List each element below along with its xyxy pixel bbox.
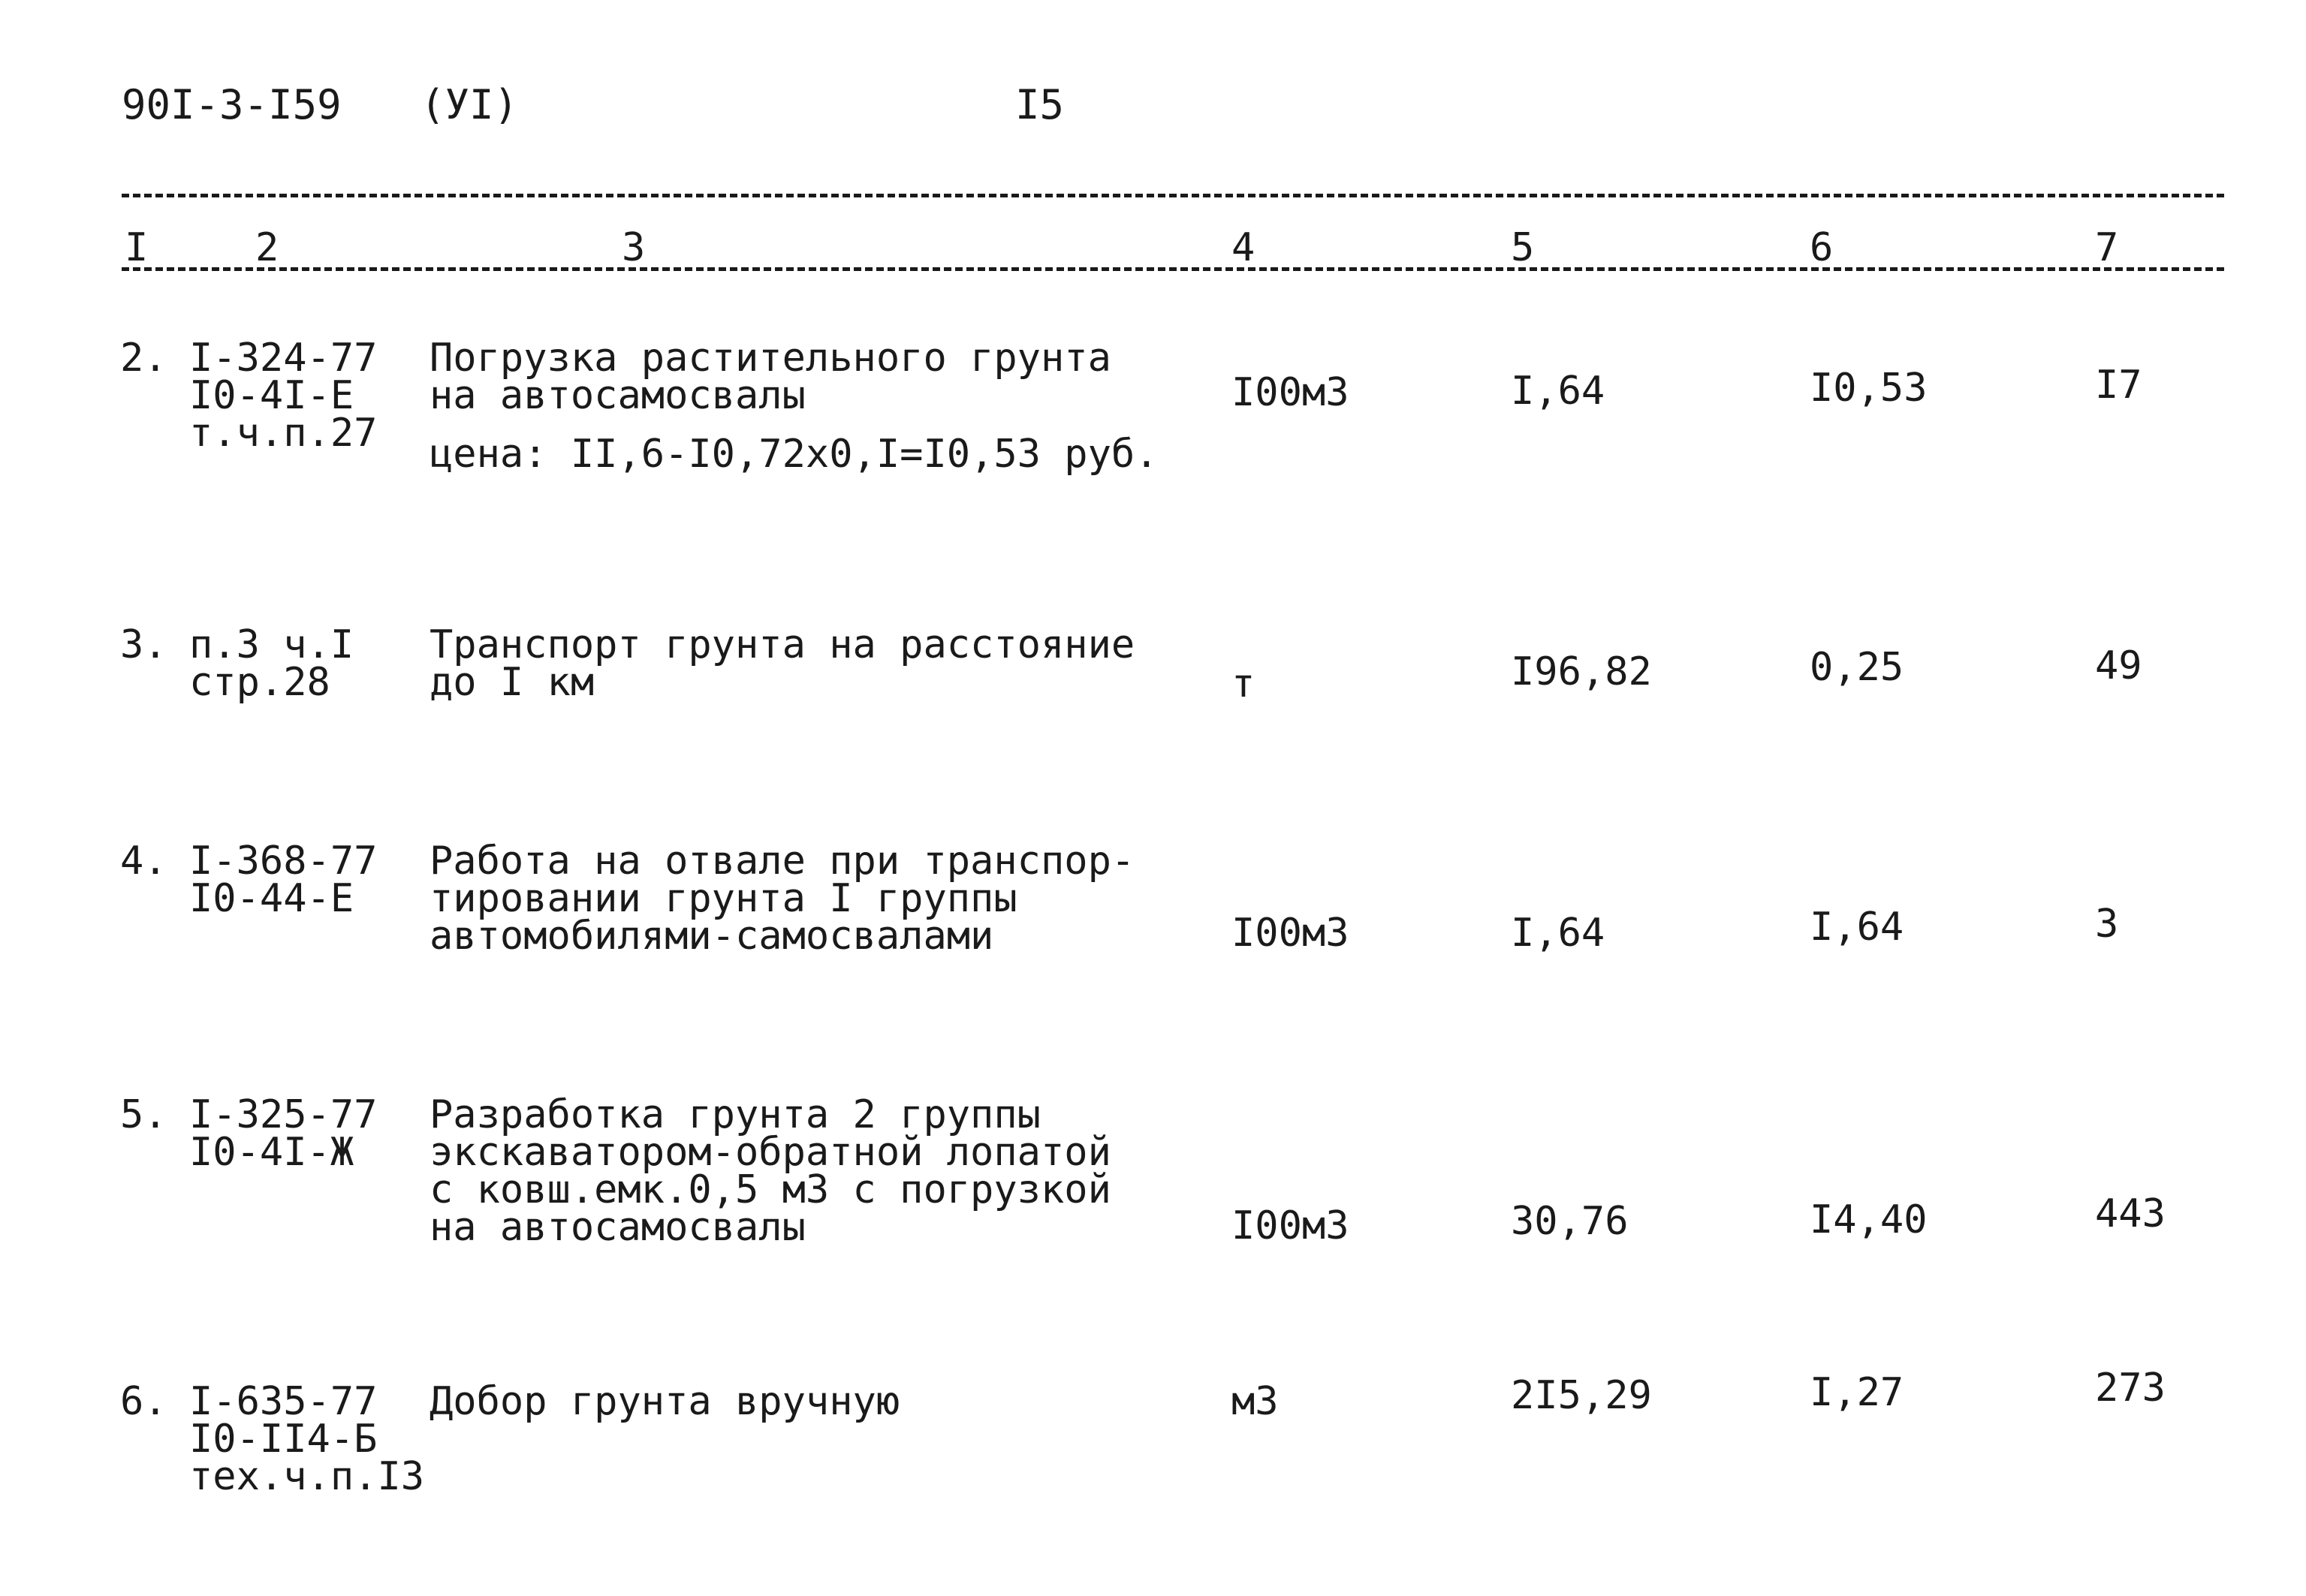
price-note: цена: II,6-I0,72х0,I=I0,53 руб. xyxy=(430,432,1159,477)
doc-code: 90I-3-I59 xyxy=(122,81,342,128)
row-codes xyxy=(189,839,378,921)
description-line: Погрузка растительного грунта xyxy=(430,336,1111,381)
code-line: п.3 ч.I xyxy=(189,622,354,667)
column-number: 2 xyxy=(255,225,279,270)
description-line: Транспорт грунта на расстояние xyxy=(430,622,1135,667)
row-codes xyxy=(189,622,354,705)
description-line: автомобилями-самосвалами xyxy=(430,914,994,959)
description-line: на автосамосвалы xyxy=(430,1205,806,1250)
row-codes xyxy=(189,336,378,456)
description-line: Разработка грунта 2 группы xyxy=(430,1092,1041,1137)
row-number: 3. xyxy=(120,622,167,667)
row-quantity: 30,76 xyxy=(1511,1199,1629,1244)
row-quantity: I,64 xyxy=(1511,911,1605,956)
code-line: тех.ч.п.I3 xyxy=(189,1454,425,1499)
row-number: 2. xyxy=(120,336,167,381)
row-unit: I00м3 xyxy=(1231,911,1349,956)
row-description xyxy=(430,1379,900,1424)
code-line: I-325-77 xyxy=(189,1092,378,1137)
column-number: 7 xyxy=(2095,225,2119,270)
code-line: I-368-77 xyxy=(189,839,378,884)
page-number: I5 xyxy=(1015,81,1065,128)
section-label: (УI) xyxy=(421,81,519,128)
row-total: 273 xyxy=(2095,1366,2166,1411)
code-line: I-324-77 xyxy=(189,336,378,381)
row-codes xyxy=(189,1092,378,1175)
column-number: 6 xyxy=(1810,225,1834,270)
description-line: экскаватором-обратной лопатой xyxy=(430,1130,1111,1175)
row-number: 4. xyxy=(120,839,167,884)
row-unit-price: I0,53 xyxy=(1810,366,1928,411)
row-total: 49 xyxy=(2095,643,2142,688)
row-description xyxy=(430,622,1135,705)
code-line: I-635-77 xyxy=(189,1379,378,1424)
row-unit-price: I,64 xyxy=(1810,905,1904,950)
row-description xyxy=(430,1092,1111,1250)
code-line: I0-II4-Б xyxy=(189,1417,378,1462)
header-dashed-rule xyxy=(122,267,2224,271)
row-quantity: I,64 xyxy=(1511,369,1605,414)
row-number: 5. xyxy=(120,1092,167,1137)
description-line: до I км xyxy=(430,660,595,705)
code-line: т.ч.п.27 xyxy=(189,411,378,456)
row-description xyxy=(430,839,1135,959)
row-total: 443 xyxy=(2095,1191,2166,1236)
code-line: I0-4I-Ж xyxy=(189,1130,354,1175)
row-total: 3 xyxy=(2095,902,2119,947)
row-unit: т xyxy=(1231,661,1255,706)
code-line: I0-4I-Е xyxy=(189,373,354,418)
row-unit: м3 xyxy=(1231,1379,1279,1424)
description-line: тировании грунта I группы xyxy=(430,876,1017,921)
row-unit-price: I,27 xyxy=(1810,1370,1904,1415)
description-line: с ковш.емк.0,5 м3 с погрузкой xyxy=(430,1167,1111,1212)
top-dashed-rule xyxy=(122,194,2224,197)
column-number: 4 xyxy=(1231,225,1255,270)
row-unit-price: 0,25 xyxy=(1810,645,1904,690)
row-unit: I00м3 xyxy=(1231,1203,1349,1248)
column-number: I xyxy=(125,225,149,270)
row-unit-price: I4,40 xyxy=(1810,1197,1928,1242)
row-number: 6. xyxy=(120,1379,167,1424)
row-quantity: 2I5,29 xyxy=(1511,1373,1652,1418)
row-total: I7 xyxy=(2095,363,2142,408)
column-number: 3 xyxy=(622,225,646,270)
code-line: I0-44-Е xyxy=(189,876,354,921)
code-line: стр.28 xyxy=(189,660,330,705)
description-line: Работа на отвале при транспор- xyxy=(430,839,1135,884)
row-quantity: I96,82 xyxy=(1511,649,1652,694)
column-number: 5 xyxy=(1511,225,1535,270)
row-description xyxy=(430,336,1159,477)
row-codes xyxy=(189,1379,425,1499)
description-line: на автосамосвалы xyxy=(430,373,806,418)
description-line: Добор грунта вручную xyxy=(430,1379,900,1424)
row-unit: I00м3 xyxy=(1231,370,1349,415)
